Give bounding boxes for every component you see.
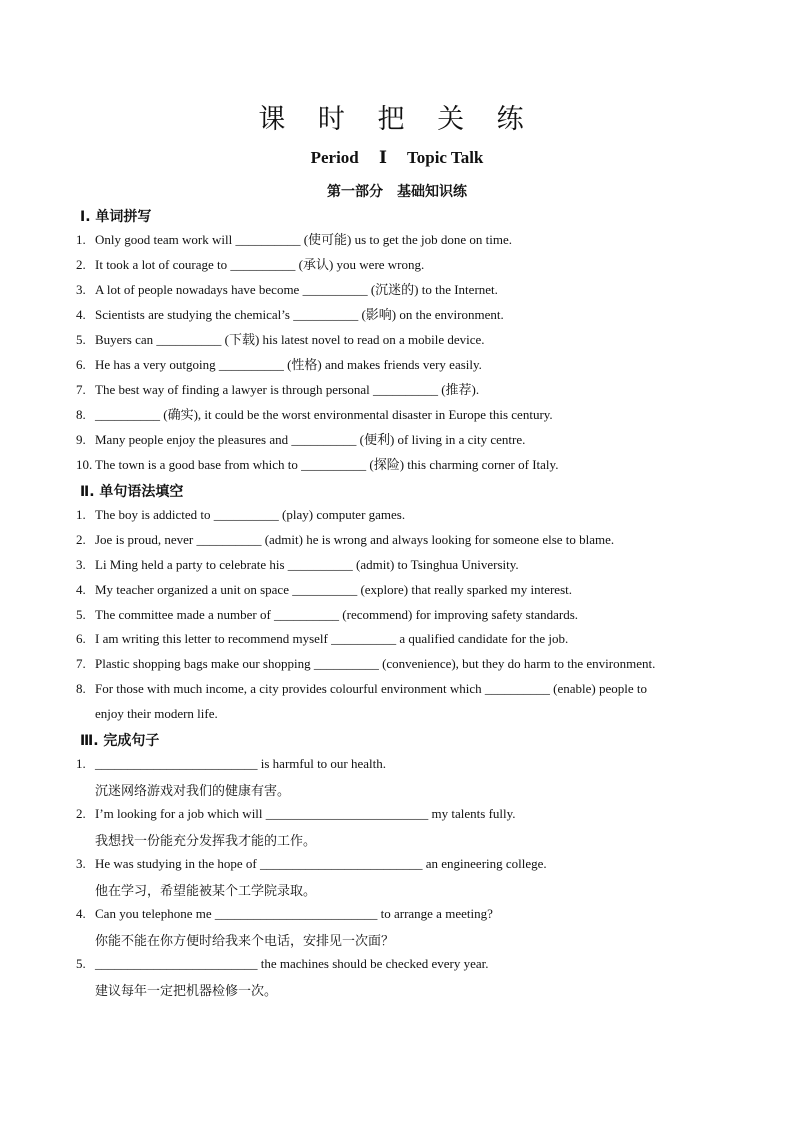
- list-item: 1. Only good team work will __________ (使可能) us to get the job done on time.: [76, 232, 513, 247]
- part-title: 第一部分 基础知识练: [327, 184, 467, 200]
- list-item: 3. A lot of people nowadays have become __________ (沉迷的) to the Internet.: [76, 282, 498, 297]
- list-item: 2. It took a lot of courage to __________ (承认) you were wrong.: [76, 257, 425, 272]
- topic-label: Topic Talk: [406, 148, 484, 167]
- list-item: 5. _________________________ the machines should be checked every year.: [76, 956, 489, 971]
- translation-hint: 你能不能在你方便时给我来个电话，安排见一次面？: [95, 934, 395, 949]
- list-item: 3. He was studying in the hope of _________________________ an engineering college.: [76, 856, 547, 871]
- translation-hint: 我想找一份能充分发挥我才能的工作。: [95, 834, 317, 849]
- lesson-heading: [0, 148, 794, 168]
- period-number: Ⅰ: [379, 148, 387, 167]
- list-item: 4. Scientists are studying the chemical’s __________ (影响) on the environment.: [76, 307, 504, 322]
- section-3-heading: Ⅲ. 完成句子: [80, 733, 160, 749]
- list-item: 2. I’m looking for a job which will _________________________ my talents fully.: [76, 806, 516, 821]
- list-item: 9. Many people enjoy the pleasures and __________ (便利) of living in a city centre.: [76, 432, 526, 447]
- list-item: 8. For those with much income, a city provides colourful environment which __________ (enable) people to: [76, 681, 648, 696]
- list-item: 1. _________________________ is harmful to our health.: [76, 756, 387, 771]
- list-item: 1. The boy is addicted to __________ (play) computer games.: [76, 507, 406, 522]
- list-item-continuation: enjoy their modern life.: [95, 706, 218, 721]
- list-item: 4. My teacher organized a unit on space __________ (explore) that really sparked my interest.: [76, 582, 572, 597]
- list-item: 6. I am writing this letter to recommend myself __________ a qualified candidate for the job.: [76, 631, 569, 646]
- list-item: 5. The committee made a number of __________ (recommend) for improving safety standards.: [76, 607, 579, 622]
- page-title: 课 时 把 关 练: [258, 104, 536, 135]
- list-item: 8. __________ (确实), it could be the worst environmental disaster in Europe this century.: [76, 407, 553, 422]
- list-item: 2. Joe is proud, never __________ (admit) he is wrong and always looking for someone else to blame.: [76, 532, 615, 547]
- list-item: 7. Plastic shopping bags make our shopping __________ (convenience), but they do harm to the environment.: [76, 656, 656, 671]
- translation-hint: 建议每年一定把机器检修一次。: [95, 984, 278, 999]
- section-2-heading: Ⅱ. 单句语法填空: [80, 484, 184, 500]
- period-label: Period: [310, 148, 359, 167]
- section-1-heading: Ⅰ. 单词拼写: [80, 209, 152, 225]
- list-item: 6. He has a very outgoing __________ (性格) and makes friends very easily.: [76, 357, 482, 372]
- translation-hint: 沉迷网络游戏对我们的健康有害。: [95, 784, 291, 799]
- translation-hint: 他在学习，希望能被某个工学院录取。: [95, 884, 317, 899]
- list-item: 10. The town is a good base from which to __________ (探险) this charming corner of Italy.: [76, 457, 559, 472]
- list-item: 3. Li Ming held a party to celebrate his __________ (admit) to Tsinghua University.: [76, 557, 519, 572]
- list-item: 4. Can you telephone me _________________________ to arrange a meeting?: [76, 906, 493, 921]
- list-item: 5. Buyers can __________ (下载) his latest novel to read on a mobile device.: [76, 332, 485, 347]
- list-item: 7. The best way of finding a lawyer is through personal __________ (推荐).: [76, 382, 480, 397]
